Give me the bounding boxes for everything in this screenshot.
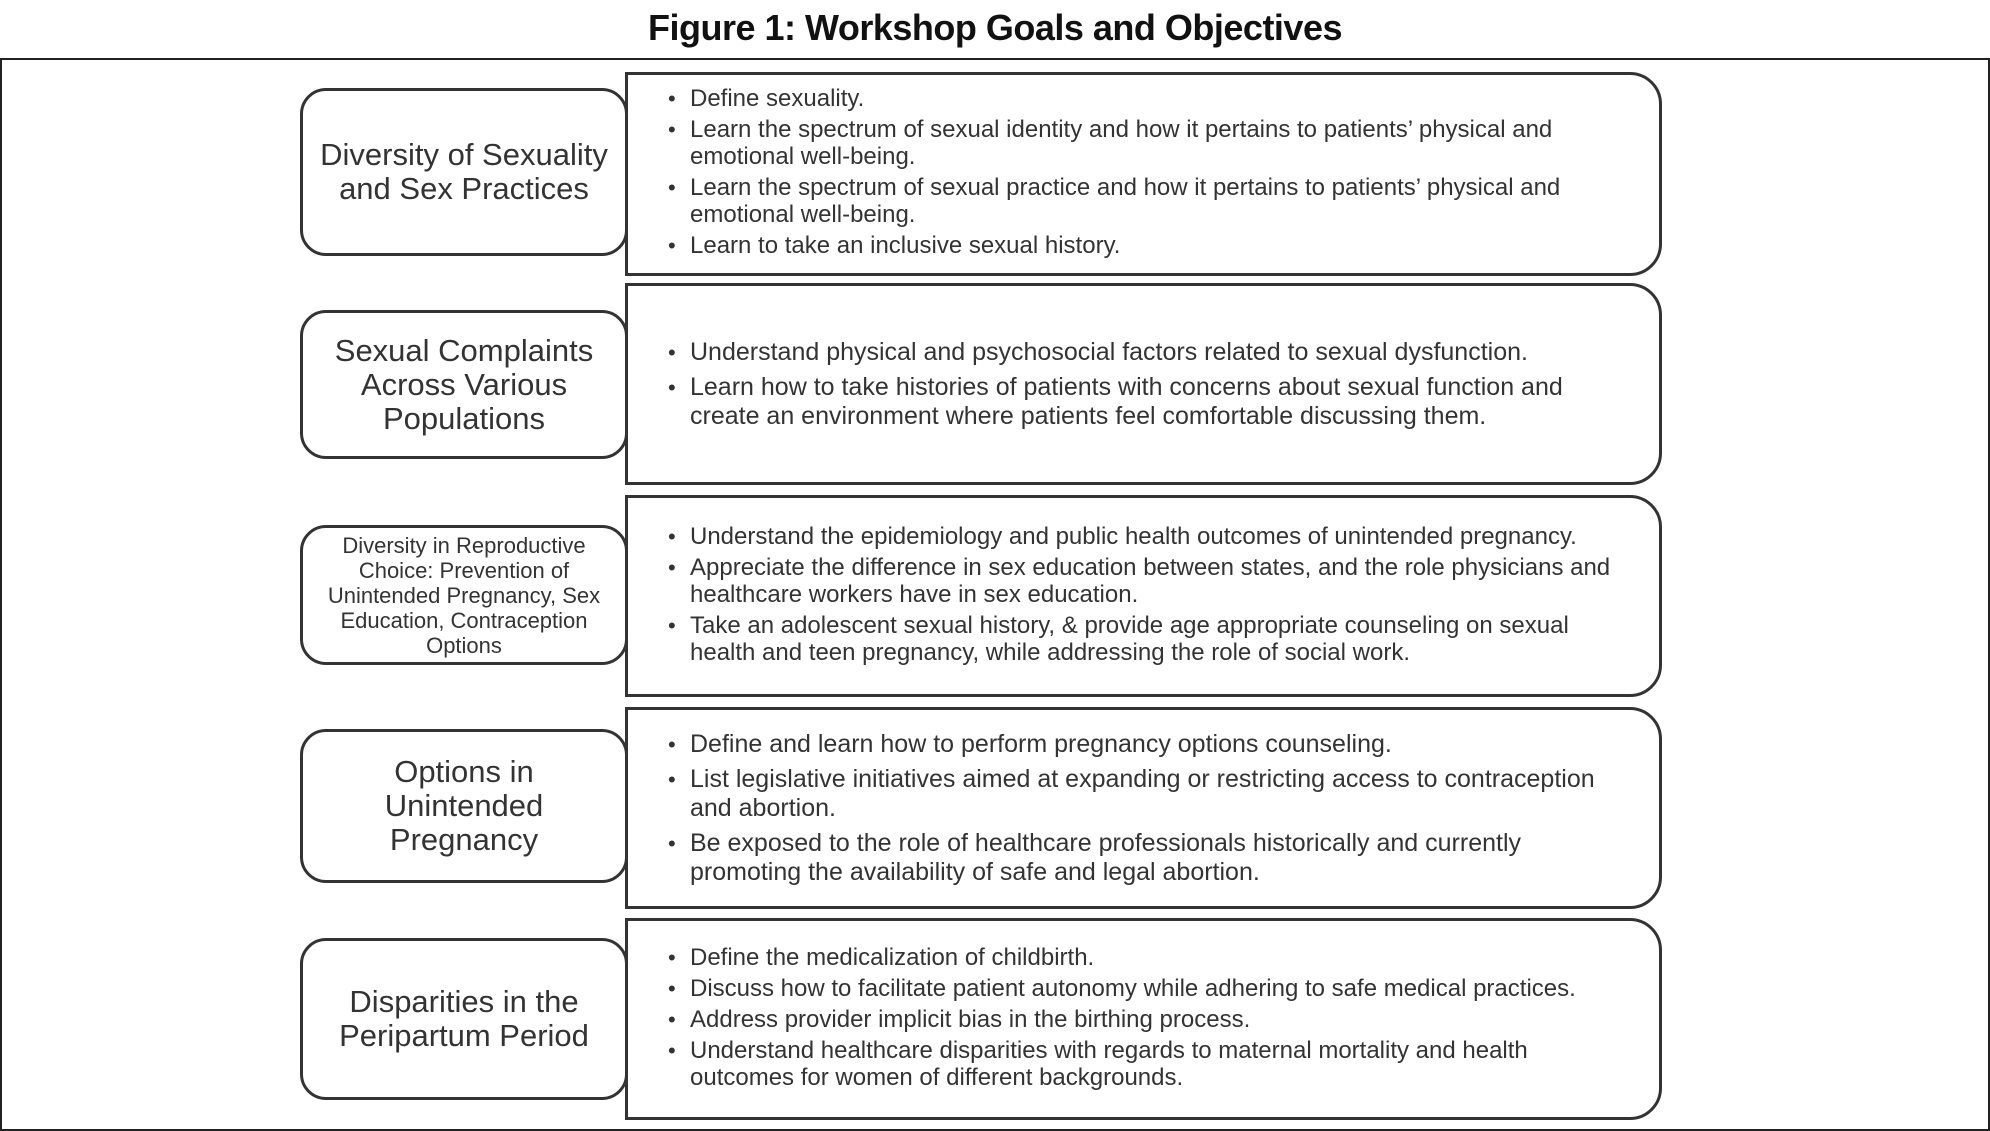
section-objectives-4: [625, 707, 1662, 909]
objective-item: • Be exposed to the role of healthcare professionals historically and currently promoting the availability of safe and legal abortion.: [668, 829, 1623, 887]
objective-list: [668, 944, 1623, 1095]
section-heading-2: Sexual Complaints Across Various Populations: [300, 310, 628, 459]
objective-item: • Learn the spectrum of sexual identity and how it pertains to patients’ physical and emotional well-being.: [668, 116, 1623, 170]
objective-list: [668, 523, 1623, 670]
objective-item: • Take an adolescent sexual history, & provide age appropriate counseling on sexual health and teen pregnancy, while addressing the role of social work.: [668, 612, 1623, 666]
objective-item: • Define and learn how to perform pregnancy options counseling.: [668, 730, 1623, 759]
section-row-4: [300, 707, 1662, 909]
section-heading-3: Diversity in Reproductive Choice: Prevention of Unintended Pregnancy, Sex Education, Contraception Options: [300, 525, 628, 665]
objective-item: • Learn how to take histories of patients with concerns about sexual function and create an environment where patients feel comfortable discussing them.: [668, 373, 1623, 431]
section-row-5: [300, 918, 1662, 1120]
objective-item: • Learn the spectrum of sexual practice and how it pertains to patients’ physical and emotional well-being.: [668, 174, 1623, 228]
section-objectives-2: [625, 283, 1662, 485]
objective-item: • Understand healthcare disparities with regards to maternal mortality and health outcomes for women of different backgrounds.: [668, 1037, 1623, 1091]
objective-item: • Understand physical and psychosocial factors related to sexual dysfunction.: [668, 338, 1623, 367]
objective-list: [668, 730, 1623, 887]
section-heading-1: Diversity of Sexuality and Sex Practices: [300, 88, 628, 256]
section-heading-4: Options in Unintended Pregnancy: [300, 729, 628, 883]
objective-item: • Understand the epidemiology and public health outcomes of unintended pregnancy.: [668, 523, 1623, 550]
objective-item: • Discuss how to facilitate patient autonomy while adhering to safe medical practices.: [668, 975, 1623, 1002]
objective-list: [668, 338, 1623, 431]
section-objectives-3: [625, 495, 1662, 697]
objective-item: • Address provider implicit bias in the birthing process.: [668, 1006, 1623, 1033]
section-heading-5: Disparities in the Peripartum Period: [300, 938, 628, 1100]
section-objectives-5: [625, 918, 1662, 1120]
objective-list: [668, 85, 1623, 263]
objective-item: • List legislative initiatives aimed at expanding or restricting access to contraception and abortion.: [668, 765, 1623, 823]
objective-item: • Appreciate the difference in sex education between states, and the role physicians and healthcare workers have in sex education.: [668, 554, 1623, 608]
objective-item: • Define the medicalization of childbirth.: [668, 944, 1623, 971]
objective-item: • Define sexuality.: [668, 85, 1623, 112]
section-row-3: [300, 495, 1662, 697]
objective-item: • Learn to take an inclusive sexual history.: [668, 232, 1623, 259]
section-objectives-1: [625, 72, 1662, 276]
figure-title: Figure 1: Workshop Goals and Objectives: [648, 7, 1342, 48]
section-row-2: [300, 283, 1662, 485]
section-row-1: [300, 72, 1662, 276]
